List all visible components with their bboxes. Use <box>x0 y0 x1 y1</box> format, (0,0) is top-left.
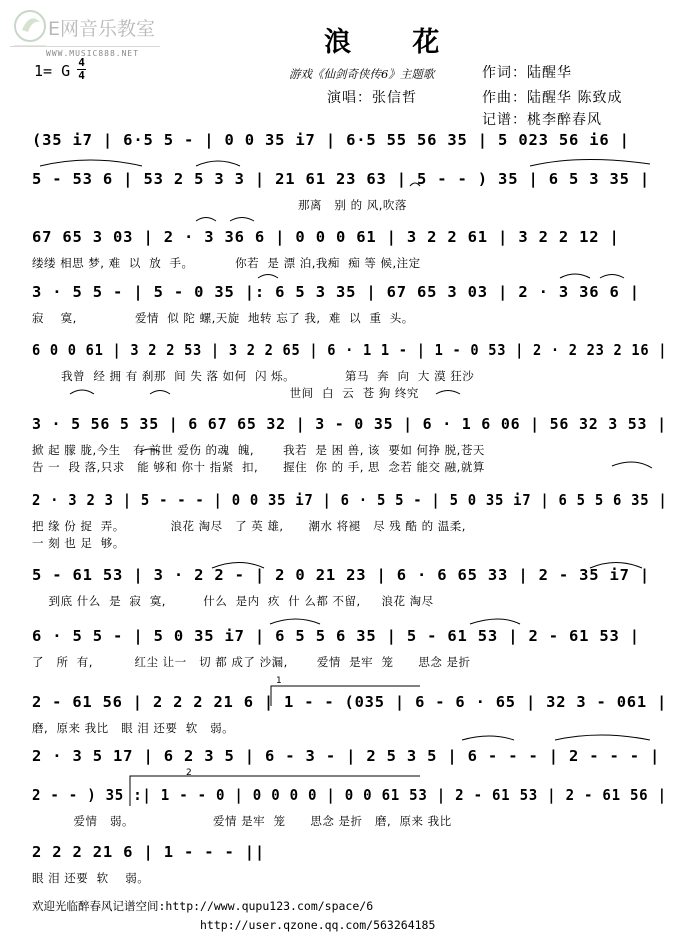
notation-row: 2 · 3 2 3 | 5 - - - | 0 0 35 i7 | 6 · 5 5 - | 5 0 35 i7 | 6 5 5 6 35 | <box>32 491 668 509</box>
lyric-row: 那离 别 的 风,吹落 <box>32 198 407 212</box>
notation-row: 3 · 5 56 5 35 | 6 67 65 32 | 3 - 0 35 | 6 · 1 6 06 | 56 32 3 53 | <box>32 415 667 433</box>
notation-row: 2 · 3 5 17 | 6 2 3 5 | 6 - 3 - | 2 5 3 5 | 6 - - - | 2 - - - | <box>32 747 661 765</box>
song-title: 浪 花 <box>324 27 466 58</box>
notation-row: 6 · 5 5 - | 5 0 35 i7 | 6 5 5 6 35 | 5 - 61 53 | 2 - 61 53 | <box>32 627 640 645</box>
volta-second: 2 <box>186 768 192 778</box>
lyric-row: 世间 白 云 苍 狗 终究 <box>32 386 419 400</box>
song-source: 游戏《仙剑奇侠传6》主题歌 <box>289 67 435 81</box>
lyric-row: 我曾 经 拥 有 刹那 间 失 落 如何 闪 烁。 第马 奔 向 大 漠 狂沙 <box>32 369 475 383</box>
lyricist: 作词：陆醒华 <box>482 65 572 81</box>
transcriber: 记谱：桃李醉春风 <box>482 112 602 128</box>
lyric-row: 到底 什么 是 寂 寞, 什么 是内 疚 什 么都 不留, 浪花 淘尽 <box>32 594 434 608</box>
volta-first: 1 <box>276 676 282 686</box>
notation-row: (35 i7 | 6·5 5 - | 0 0 35 i7 | 6·5 55 56 35 | 5 023 56 i6 | <box>32 131 630 149</box>
notation-row: 5 - 61 53 | 3 · 2 2 - | 2 0 21 23 | 6 · 6 65 33 | 2 - 35 i7 | <box>32 566 651 584</box>
notation-row: 2 - - ) 35 :| 1 - - 0 | 0 0 0 0 | 0 0 61 53 | 2 - 61 53 | 2 - 61 56 | <box>32 786 667 804</box>
lyric-row: 寂 寞, 爱情 似 陀 螺,天旋 地转 忘了 我, 难 以 重 头。 <box>32 311 414 325</box>
composer: 作曲：陆醒华 陈致成 <box>482 90 623 106</box>
lyric-row: 磨, 原来 我比 眼 泪 还要 软 弱。 <box>32 721 235 735</box>
time-bottom: 4 <box>78 69 85 82</box>
notation-row: 2 2 2 21 6 | 1 - - - || <box>32 843 266 861</box>
time-top: 4 <box>78 56 85 69</box>
lyric-row: 掀 起 朦 胧,今生 有 前世 爱伤 的魂 魄, 我若 是 困 兽, 该 要如 何挣 脱,苍天 <box>32 443 485 457</box>
key-signature: 1= G <box>34 62 71 80</box>
notation-row: 3 · 5 5 - | 5 - 0 35 |: 6 5 3 35 | 67 65 3 03 | 2 · 3 36 6 | <box>32 283 640 301</box>
lyric-row: 眼 泪 还要 软 弱。 <box>32 871 150 885</box>
notation-row: 6 0 0 61 | 3 2 2 53 | 3 2 2 65 | 6 · 1 1 - | 1 - 0 53 | 2 · 2 23 2 16 | <box>32 341 668 359</box>
lyric-row: 爱情 弱。 爱情 是牢 笼 思念 是折 磨, 原来 我比 <box>32 814 452 828</box>
lyric-row: 一 刻 也 足 够。 <box>32 536 125 550</box>
notation-row: 5 - 53 6 | 53 2 5 3 3 | 21 61 23 63 | 5 - - ) 35 | 6 5 3 35 | <box>32 170 651 188</box>
watermark-brand: E网音乐教室 <box>48 18 156 40</box>
watermark-logo-icon <box>10 6 50 50</box>
footer-line1: 欢迎光临醉春风记谱空间:http://www.qupu123.com/space/6 <box>32 899 374 913</box>
lyric-row: 缕缕 相思 梦, 难 以 放 手。 你若 是 漂 泊,我痴 痴 等 候,注定 <box>32 256 421 270</box>
notation-row: 67 65 3 03 | 2 · 3 36 6 | 0 0 0 61 | 3 2 2 61 | 3 2 2 12 | <box>32 228 620 246</box>
lyric-row: 了 所 有, 红尘 让一 切 都 成了 沙漏, 爱情 是牢 笼 思念 是折 <box>32 655 471 669</box>
time-signature <box>77 58 86 81</box>
lyric-row: 把 缘 份 捉 弄。 浪花 淘尽 了 英 雄, 潮水 将褪 尽 残 酷 的 温柔, <box>32 519 466 533</box>
notation-row: 2 - 61 56 | 2 2 2 21 6 | 1 - - (035 | 6 - 6 · 65 | 32 3 - 061 | <box>32 693 668 711</box>
lyric-row: 告 一 段 落,只求 能 够和 你十 指紧 扣, 握住 你 的 手, 思 念若 能交 融,就算 <box>32 460 485 474</box>
footer-line2: http://user.qzone.qq.com/563264185 <box>200 918 436 932</box>
watermark-rule <box>10 46 160 47</box>
singer: 演唱：张信哲 <box>327 90 417 106</box>
watermark-url: WWW.MUSIC888.NET <box>46 49 140 58</box>
